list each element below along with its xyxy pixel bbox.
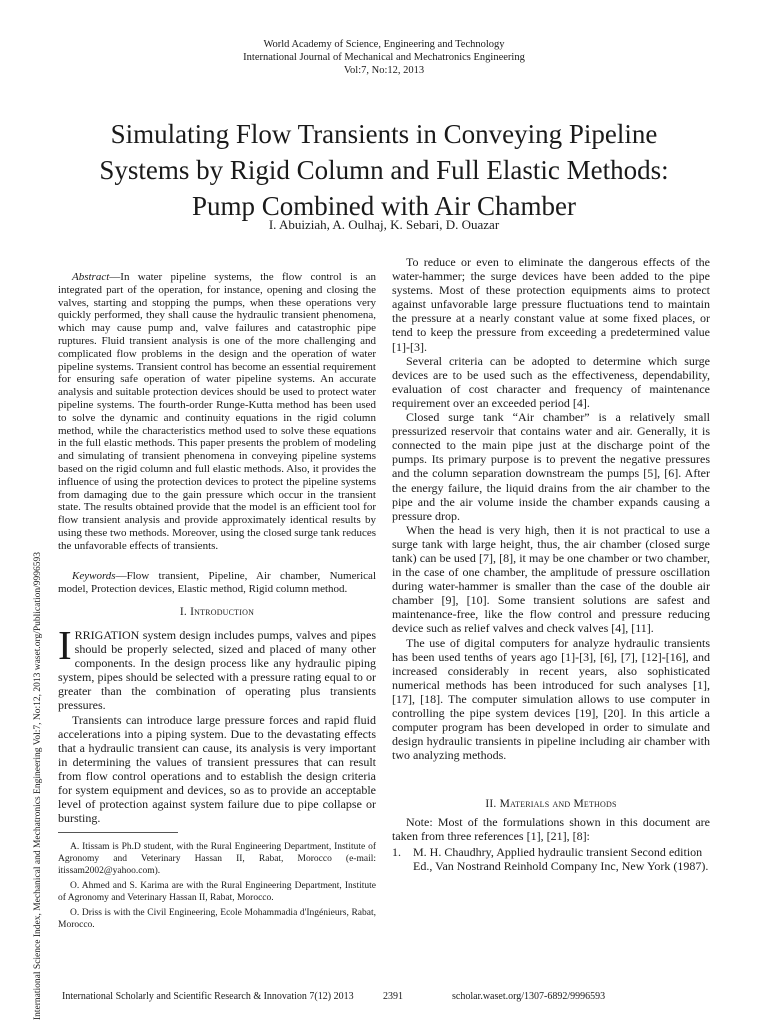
title-line-2: Systems by Rigid Column and Full Elastic Methods: — [99, 155, 669, 185]
author-list: I. Abuiziah, A. Oulhaj, K. Sebari, D. Ouazar — [268, 217, 500, 232]
materials-note — [392, 815, 710, 843]
section-heading-introduction: I. Introduction — [179, 606, 255, 618]
header-line-1: World Academy of Science, Engineering and Technology — [263, 39, 505, 50]
right-column-body — [392, 255, 710, 762]
title-line-1: Simulating Flow Transients in Conveying Pipeline — [110, 119, 658, 149]
footnote-divider — [58, 832, 178, 833]
keywords-text: —Flow transient, Pipeline, Air chamber, Numerical model, Protection devices, Elastic method, Rigid column method. — [58, 570, 376, 595]
intro-paragraph-1: RRIGATION system design includes pumps, valves and pipes should be properly selected, sized and placed of many other components. In the design process like any hydraulic piping system, pipes should be selected with a pressure rating equal to or greater than the combination of operating plus transients pressures. — [58, 628, 376, 713]
reference-text: M. H. Chaudhry, Applied hydraulic transient Second edition Ed., Van Nostrand Reinhold Company Inc, New York (1987). — [413, 845, 709, 874]
reference-number: 1. — [392, 845, 401, 859]
journal-header — [0, 38, 768, 77]
header-line-3: Vol:7, No:12, 2013 — [343, 65, 425, 76]
right-paragraph-3: Closed surge tank “Air chamber” is a relatively small pressurized reservoir that contains water and air. Generally, it is connected to the main pipe just at the discharge point of the pumps. Its primary purpose is to prevent the negative pressures and the column separation downstream the pumps [5], [6]. After the energy failure, the liquid drains from the air chamber to the pipe and the air volume inside the chamber expands causing a pressure drop. — [392, 410, 710, 523]
reference-list-item — [392, 845, 710, 873]
footnote-3: O. Driss is with the Civil Engineering, Ecole Mohammadia d'Ingénieurs, Rabat, Morocco. — [58, 908, 376, 930]
footer-publisher: International Scholarly and Scientific Research & Innovation 7(12) 2013 — [62, 991, 354, 1002]
section-heading-materials-methods: II. Materials and Methods — [485, 798, 617, 810]
intro-paragraph-2: Transients can introduce large pressure forces and rapid fluid accelerations into a piping system. Due to the devastating effects that a hydraulic transient can cause, its analysis is very important in determining the values of transient pressures that can result from flow control operations and to establish the design criteria for system equipment and devices, so as to provide an acceptable level of protection against system failure due to pipe collapse or bursting. — [58, 712, 376, 826]
keywords-label: Keywords — [72, 570, 116, 582]
right-paragraph-4: When the head is very high, then it is not practical to use a surge tank with large height, thus, the air chamber (closed surge tank) can be used [7], [8], it may be one chamber or two chamber, in the case of one chamber, the amplitude of pressure oscillation during water-hammer is smaller than the case of the double air chamber [9], [10]. Some transient solutions are safest and maintenance-free, like the flow control and pressure reducing device such as relief valves and check valves [4], [11]. — [392, 522, 710, 636]
materials-note-text: Note: Most of the formulations shown in this document are taken from three references [1], [21], [8]: — [392, 815, 710, 844]
side-margin-text: International Science Index, Mechanical and Mechatronics Engineering Vol:7, No:12, 2013 waset.org/Publication/9996593 — [33, 551, 43, 1020]
right-paragraph-5: The use of digital computers for analyze hydraulic transients has been used tenths of years ago [1]-[3], [6], [7], [12]-[16], and increased considerably in recent years, also sophisticated numerical methods has been introduced for such analyses [1], [17], [18]. The computer simulation allows to use computer in controlling the pipe system devices [19], [20]. In this article a computer program has been developed in order to simulate and design hydraulic transients in pipeline including air chamber with two analyzing methods. — [392, 635, 710, 763]
keywords — [58, 570, 376, 596]
author-footnotes — [58, 841, 376, 934]
abstract — [58, 271, 376, 553]
abstract-label: Abstract — [72, 271, 110, 283]
page-number: 2391 — [383, 991, 403, 1002]
drop-cap: I — [58, 622, 72, 668]
footnote-1: A. Itissam is Ph.D student, with the Rural Engineering Department, Institute of Agronomy and Veterinary Hassan II, Rabat, Morocco (e-mail: itissam2002@yahoo.com). — [58, 842, 376, 876]
footer-url: scholar.waset.org/1307-6892/9996593 — [452, 991, 606, 1002]
footnote-2: O. Ahmed and S. Karima are with the Rural Engineering Department, Institute of Agronomy and Veterinary Hassan II, Rabat, Morocco. — [58, 881, 376, 903]
right-paragraph-1: To reduce or even to eliminate the dangerous effects of the water-hammer; the surge devices have been added to the pipe systems. Most of these protection equipments aims to protect against unfavorable large pressure fluctuations tend to maintain the pressure at a nearly constant value at some fixed places, or tend to keep the pressure from exceeding a predetermined value [1]-[3]. — [392, 255, 710, 354]
header-line-2: International Journal of Mechanical and Mechatronics Engineering — [243, 52, 525, 63]
introduction-body — [58, 622, 376, 826]
paper-title — [40, 116, 728, 224]
right-paragraph-2: Several criteria can be adopted to determine which surge devices are to be used such as the effectiveness, dependability, evaluation of cost character and frequency of maintenance requirement over an exceeded period [4]. — [392, 353, 710, 410]
title-line-3: Pump Combined with Air Chamber — [192, 191, 576, 221]
abstract-text: —In water pipeline systems, the flow control is an integrated part of the operation, for instance, opening and closing the valves, starting and stopping the pumps, when these operations very quickly performed, they shall cause the hydraulic transient phenomena, which may cause pump and, valve failures and catastrophic pipe ruptures. Fluid transient analysis is one of the more challenging and complicated flow problems in the design and the operation of water pipeline systems. Transient control has become an essential requirement for ensuring safe operation of water pipeline systems. An accurate analysis and suitable protection devices should be used to protect water pipeline systems. The fourth-order Runge-Kutta method has been used to solve the dynamic and continuity equations in the rigid column method, while the characteristics method used to solve these equations in the full elastic methods. This paper presents the problem of modeling and simulating of transient phenomena in conveying pipeline systems based on the rigid column and full elastic methods. Also, it provides the influence of using the protection devices to protect the pipeline systems from damaging due to the gain pressure which occur in the transient state. The results obtained provide that the model is an efficient tool for flow transient analysis and provide approximately identical results by using these two methods. Moreover, using the closed surge tank reduces the unfavorable effects of transients. — [58, 271, 376, 552]
